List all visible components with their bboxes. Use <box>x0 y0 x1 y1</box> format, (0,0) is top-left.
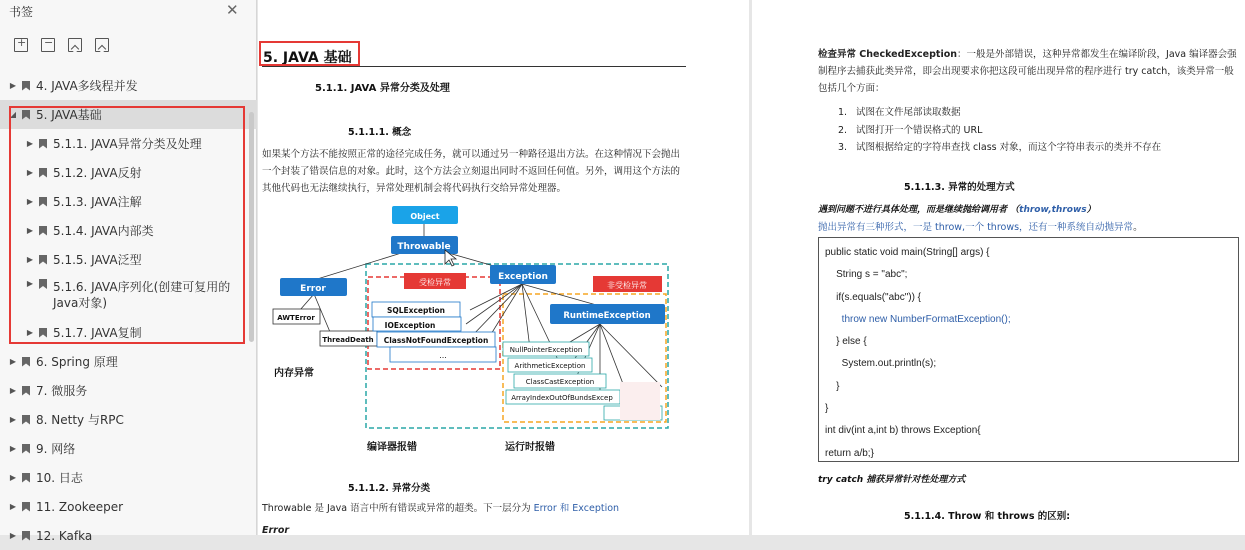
code-line: System.out.println(s); <box>825 358 937 370</box>
bookmark-label: 5.1.3. JAVA注解 <box>53 195 142 209</box>
list-text: 试图在文件尾部读取数据 <box>856 107 961 118</box>
italic-keyword: throw,throws <box>1019 205 1087 215</box>
code-line: public static void main(String[] args) { <box>825 247 990 258</box>
highlight-box <box>9 106 245 344</box>
code-line: int div(int a,int b) throws Exception{ <box>825 425 981 437</box>
section-heading: 5.1.1. JAVA 异常分类及处理 <box>315 83 450 94</box>
code-line: } else { <box>825 336 867 348</box>
bookmark-item-12[interactable] <box>0 521 257 550</box>
checked-tag: 受检异常 <box>419 278 451 287</box>
bookmark-label: 5.1.7. JAVA复制 <box>53 326 142 340</box>
bookmark-item-8[interactable] <box>0 405 257 434</box>
image-artifact <box>620 382 660 420</box>
bookmark-label: 5.1.2. JAVA反射 <box>53 166 142 180</box>
expand-arrow-icon[interactable]: ▶ <box>26 197 34 206</box>
node-object: Object <box>410 212 440 221</box>
concept-paragraph: 如果某个方法不能按照正常的途径完成任务，就可以通过另一种路径退出方法。在这种情况下会抛出一个封装了错误信息的对象。此时，这个方法会立刻退出同时不返回任何值。另外，调用这个方法的其他代码也无法继续执行，异常处理机制会将代码执行交给异常处理器。 <box>262 149 681 194</box>
expand-arrow-icon[interactable]: ▶ <box>9 386 17 395</box>
expand-arrow-icon[interactable]: ▶ <box>26 168 34 177</box>
node-awterror: AWTError <box>277 314 315 322</box>
italic-heading <box>818 202 1096 215</box>
expand-arrow-icon[interactable]: ▶ <box>26 139 34 148</box>
expand-arrow-icon[interactable]: ▶ <box>9 415 17 424</box>
bookmark-label: 7. 微服务 <box>36 384 88 398</box>
expand-arrow-icon[interactable]: ▶ <box>26 279 34 288</box>
checked-exception-paragraph <box>818 46 1242 97</box>
highlight-box <box>259 41 360 66</box>
paragraph-link-text: Error 和 Exception <box>533 503 620 514</box>
bookmark-icon <box>22 357 30 367</box>
code-line: return a/b;} <box>825 447 874 459</box>
expand-arrow-icon[interactable]: ▶ <box>26 255 34 264</box>
bookmark-label: 4. JAVA多线程并发 <box>36 79 138 93</box>
paragraph-text: Throwable 是 Java 语言中所有错误或异常的超类。下一层分为 <box>262 503 534 514</box>
bookmark-icon <box>22 415 30 425</box>
node-threaddeath: ThreadDeath <box>322 336 374 344</box>
code-line: } <box>825 403 829 415</box>
node-error: Error <box>300 284 326 294</box>
bookmark-label: 5.1.6. JAVA序列化(创建可复用的Java对象) <box>53 280 231 310</box>
italic-text: ） <box>1086 205 1096 215</box>
scrollbar[interactable] <box>249 112 254 342</box>
panel-title: 书签 <box>9 5 34 19</box>
subsection-heading: 5.1.1.4. Throw 和 throws 的区别: <box>904 511 1071 522</box>
label-compile-error: 编译器报错 <box>367 442 417 453</box>
collapse-arrow-icon[interactable]: ◢ <box>9 110 17 119</box>
label-memory-error: 内存异常 <box>274 368 314 379</box>
list-number: 1. <box>838 107 848 118</box>
expand-arrow-icon[interactable]: ▶ <box>9 531 17 540</box>
bookmark-label: 6. Spring 原理 <box>36 355 118 369</box>
collapse-all-icon[interactable] <box>41 38 55 52</box>
code-line: } <box>825 380 840 392</box>
unchecked-tag: 非受检异常 <box>607 281 647 290</box>
exception-hierarchy-diagram <box>270 202 690 462</box>
italic-heading: try catch 捕获异常针对性处理方式 <box>818 475 966 485</box>
term: 检查异常 CheckedException <box>818 49 958 60</box>
node-exception: Exception <box>498 272 548 282</box>
paragraph-text: ：一般是外部错误，这种异常都发生在编译阶段，Java 编译器会强制程序去捕获此类异常，即会出现要求你把这段可能出现异常的程序进行 try catch，该类异常一般包括几个方面： <box>818 49 1237 94</box>
expand-arrow-icon[interactable]: ▶ <box>9 502 17 511</box>
node-nullpointer: NullPointerException <box>509 346 583 354</box>
bookmark-icon <box>22 386 30 396</box>
add-bookmark-icon[interactable] <box>68 38 82 52</box>
code-line: throw new NumberFormatException(); <box>825 313 1011 325</box>
list-number: 3. <box>838 142 848 153</box>
bookmark-label: 10. 日志 <box>36 471 83 485</box>
cut-heading: Error <box>262 525 290 536</box>
bookmark-icon <box>22 444 30 454</box>
list-item <box>838 139 1161 153</box>
bookmark-item-9[interactable] <box>0 434 257 463</box>
code-block <box>818 237 1239 462</box>
node-arrayindex: ArrayIndexOutOfBundsExcep <box>511 394 613 402</box>
code-line: if(s.equals("abc")) { <box>825 291 922 303</box>
pdf-page-left <box>258 0 749 535</box>
list-text: 试图根据给定的字符串查找 class 对象，而这个字符串表示的类并不存在 <box>856 142 1162 153</box>
bookmark-icon <box>22 81 30 91</box>
bookmark-label: 5.1.4. JAVA内部类 <box>53 224 154 238</box>
node-dots: ... <box>439 351 447 360</box>
bookmark-label: 5.1.1. JAVA异常分类及处理 <box>53 137 202 151</box>
bookmark-label: 8. Netty 与RPC <box>36 413 124 427</box>
list-item <box>838 122 982 136</box>
bookmark-label: 11. Zookeeper <box>36 499 124 514</box>
bookmark-icon[interactable] <box>95 38 109 52</box>
expand-arrow-icon[interactable]: ▶ <box>26 328 34 337</box>
node-arithmetic: ArithmeticException <box>514 362 586 370</box>
bookmark-icon <box>22 502 30 512</box>
bookmark-icon <box>22 531 30 541</box>
subsection-heading: 5.1.1.1. 概念 <box>348 127 412 138</box>
node-ioexception: IOException <box>384 321 436 330</box>
chapter-heading: 5. JAVA 基础 <box>263 50 352 66</box>
code-line: String s = "abc"; <box>825 269 908 281</box>
subsection-heading: 5.1.1.2. 异常分类 <box>348 483 431 494</box>
bookmark-icon <box>22 473 30 483</box>
italic-text: 遇到问题不进行具体处理，而是继续抛给调用者 （ <box>818 205 1020 215</box>
bookmark-item-10[interactable] <box>0 463 257 492</box>
bookmark-label: 9. 网络 <box>36 442 76 456</box>
node-sqlexception: SQLException <box>386 306 446 315</box>
blue-text: 抛出异常有三种形式，一是 throw,一个 throws，还有一种系统自动抛异常 <box>818 222 1134 233</box>
bookmark-item-4[interactable] <box>0 71 257 100</box>
node-classnotfound: ClassNotFoundException <box>383 336 489 345</box>
subsection-heading: 5.1.1.3. 异常的处理方式 <box>904 182 1015 193</box>
node-runtimeexception: RuntimeException <box>563 311 651 321</box>
node-classcast: ClassCastException <box>525 378 595 386</box>
bookmark-panel <box>0 0 257 543</box>
expand-all-icon[interactable] <box>14 38 28 52</box>
period: 。 <box>1133 222 1143 233</box>
heading-rule <box>262 66 686 67</box>
throwable-paragraph <box>262 500 702 517</box>
bookmark-toolbar <box>14 38 109 52</box>
bookmark-label: 12. Kafka <box>36 528 93 543</box>
bookmark-label: 5.1.5. JAVA泛型 <box>53 253 142 267</box>
bookmark-label: 5. JAVA基础 <box>36 108 102 122</box>
expand-arrow-icon[interactable]: ▶ <box>9 444 17 453</box>
expand-arrow-icon[interactable]: ▶ <box>9 357 17 366</box>
expand-arrow-icon[interactable]: ▶ <box>9 81 17 90</box>
expand-arrow-icon[interactable]: ▶ <box>9 473 17 482</box>
node-throwable: Throwable <box>397 242 451 252</box>
list-number: 2. <box>838 125 848 136</box>
pdf-page-right <box>752 0 1245 535</box>
bookmark-item-7[interactable] <box>0 376 257 405</box>
list-text: 试图打开一个错误格式的 URL <box>856 125 983 136</box>
list-item <box>838 104 961 118</box>
expand-arrow-icon[interactable]: ▶ <box>26 226 34 235</box>
close-icon[interactable]: ✕ <box>226 1 239 19</box>
bookmark-item-6[interactable] <box>0 347 257 376</box>
throw-forms-line <box>818 219 1143 236</box>
label-runtime-error: 运行时报错 <box>505 442 555 453</box>
bookmark-item-11[interactable] <box>0 492 257 521</box>
